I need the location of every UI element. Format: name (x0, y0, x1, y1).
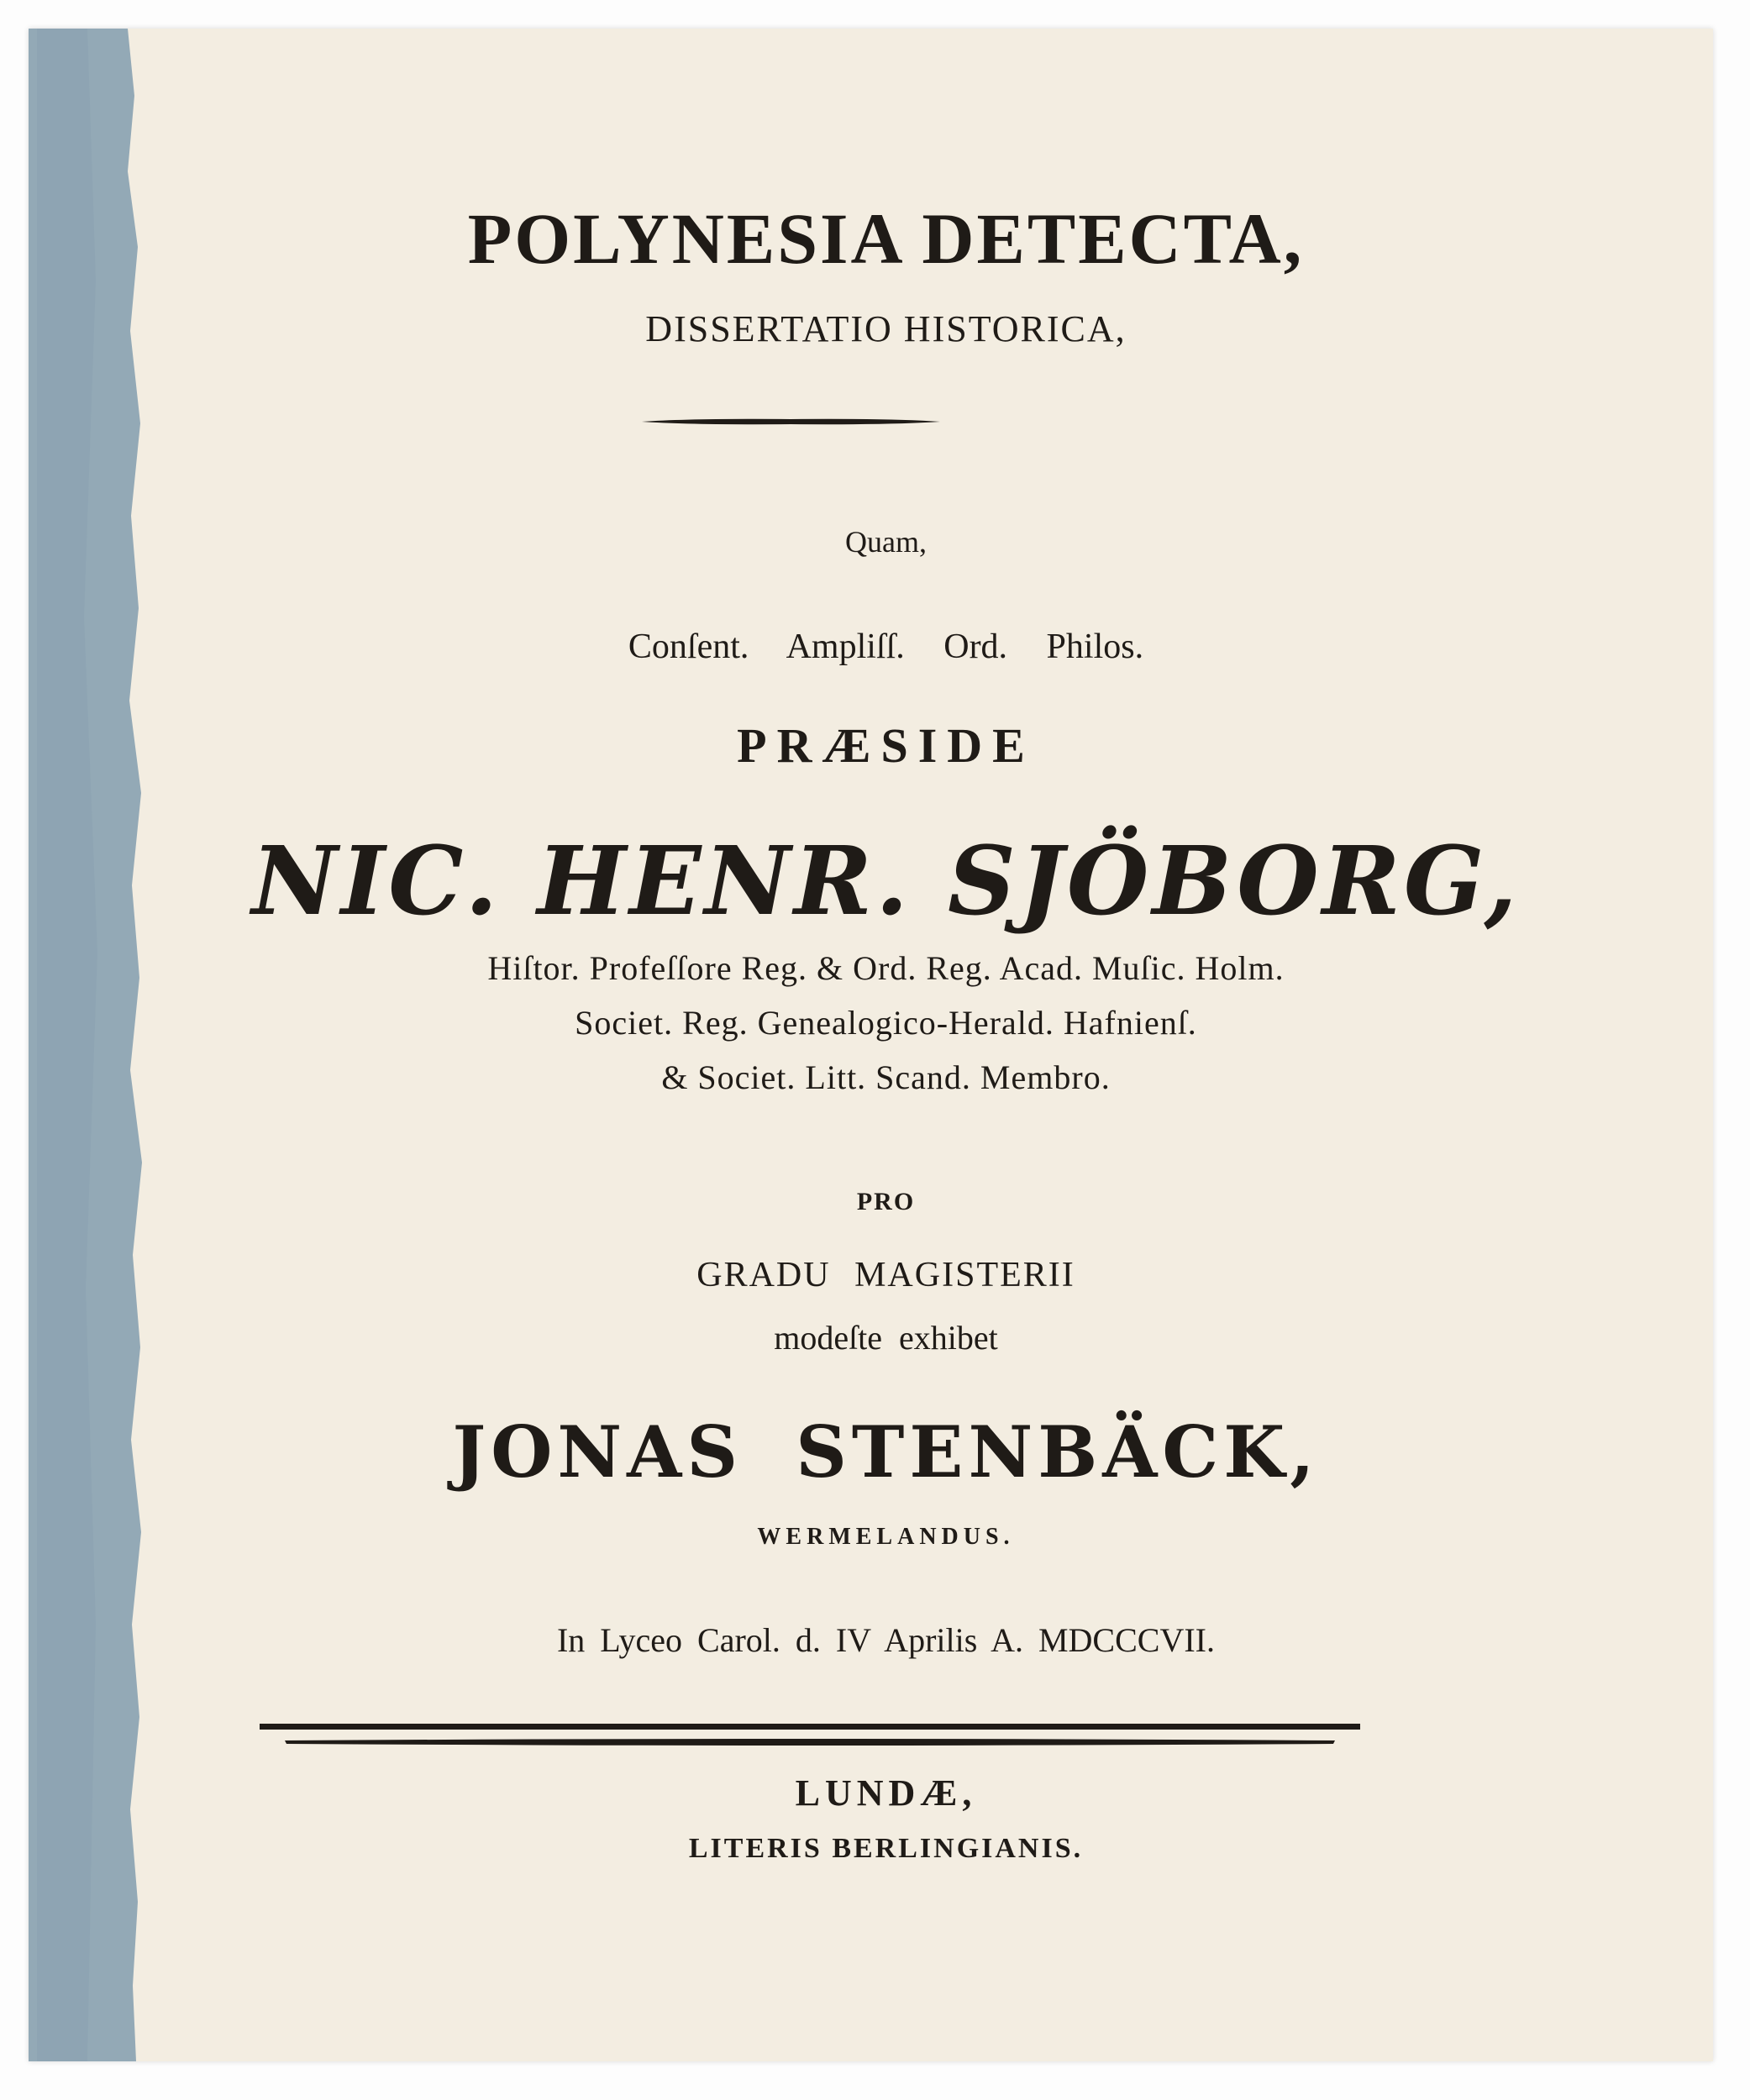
praeses-name: NIC. HENR. SJÖBORG, (251, 827, 1521, 937)
respondent-name: JONAS STENBÄCK, (452, 1410, 1320, 1494)
consent-line: Conſent. Ampliſſ. Ord. Philos. (628, 627, 1144, 666)
imprint-printer: LITERIS BERLINGIANIS. (688, 1833, 1084, 1864)
praeses-title-line-2: Societ. Reg. Genealogico-Herald. Hafnienſ. (575, 1004, 1197, 1042)
quam-line: Quam, (845, 525, 927, 559)
date-line: In Lyceo Carol. d. IV Aprilis A. MDCCCVII. (556, 1621, 1215, 1659)
ornamental-rule (642, 417, 940, 426)
double-rule (260, 1719, 1360, 1752)
imprint-place: LUNDÆ, (795, 1772, 977, 1814)
subtitle: DISSERTATIO HISTORICA, (645, 308, 1127, 349)
praeses-title-line-1: Hiſtor. Profeſſore Reg. & Ord. Reg. Acad. Muſic. Holm. (487, 949, 1285, 987)
modeste-line: modeſte exhibet (774, 1319, 998, 1357)
pro-line: PRO (856, 1188, 916, 1215)
respondent-origin: WERMELANDUS. (757, 1524, 1015, 1550)
gradu-line: GRADU MAGISTERII (696, 1256, 1075, 1294)
praeses-title-line-3: & Societ. Litt. Scand. Membro. (661, 1058, 1111, 1096)
main-title: POLYNESIA DETECTA, (467, 198, 1305, 279)
title-page (29, 29, 1713, 2061)
praeside-heading: PRÆSIDE (737, 718, 1035, 773)
